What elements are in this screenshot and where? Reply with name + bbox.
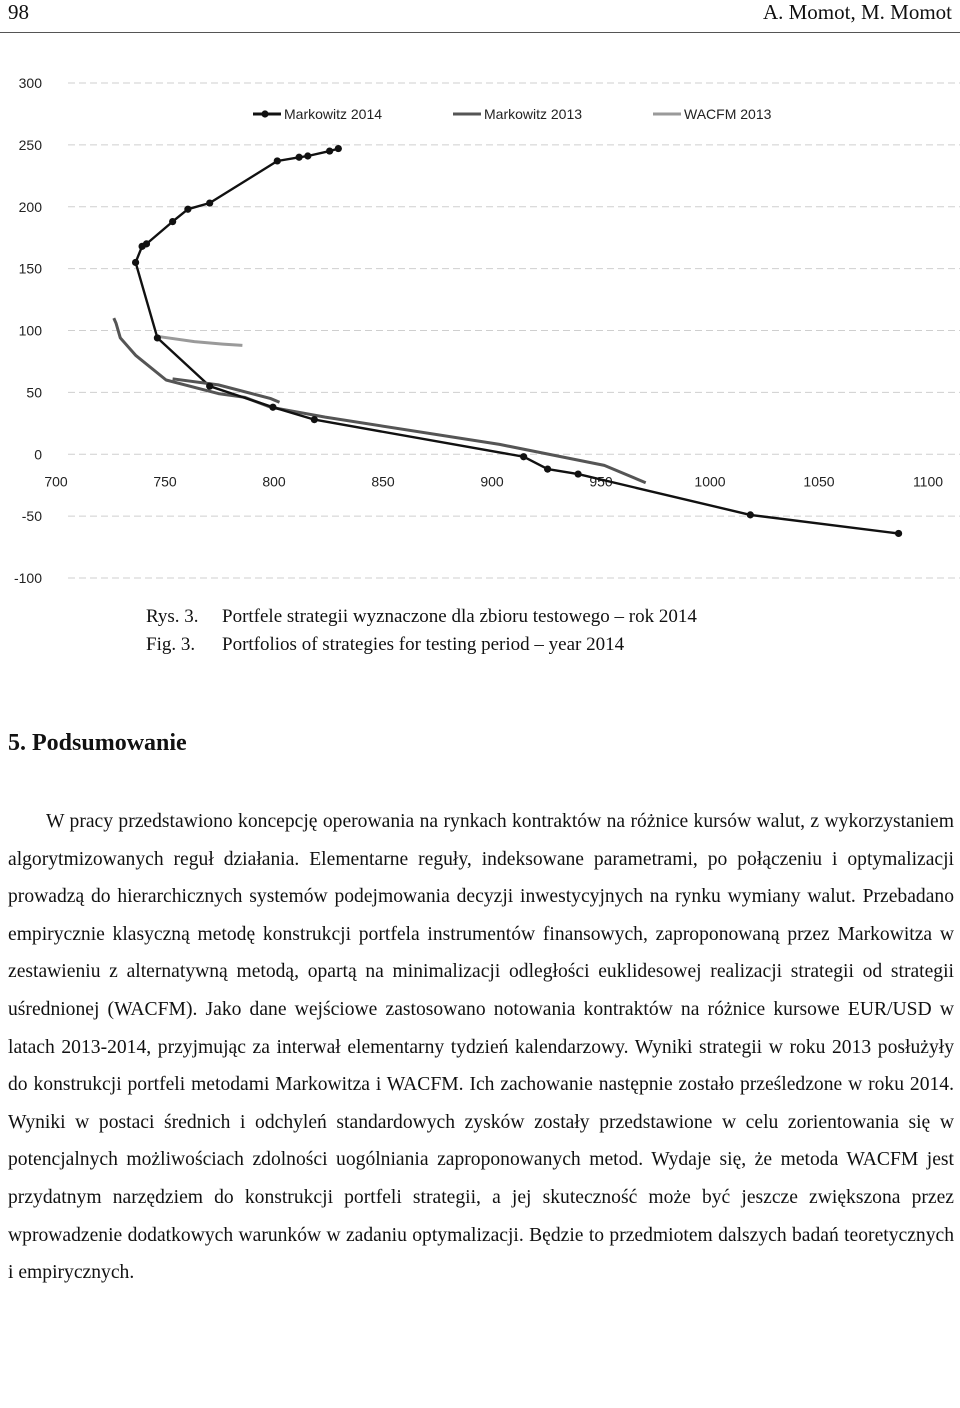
point-markowitz-2014-3 (295, 154, 302, 161)
y-tick-250: 250 (18, 136, 42, 153)
y-tick-200: 200 (18, 198, 42, 215)
point-markowitz-2014-13 (269, 404, 276, 411)
chart-legend (253, 106, 772, 122)
portfolio-chart (0, 56, 960, 596)
point-markowitz-2014-19 (895, 530, 902, 537)
legend-marker-markowitz-2014 (261, 110, 268, 117)
series-line-wacfm-2013 (160, 337, 243, 346)
x-tick-750: 750 (153, 473, 177, 490)
y-tick-50: 50 (26, 384, 42, 401)
point-markowitz-2014-10 (132, 259, 139, 266)
caption-text-pl: Portfele strategii wyznaczone dla zbioru testowego – rok 2014 (222, 606, 697, 627)
point-markowitz-2014-16 (544, 466, 551, 473)
x-tick-1100: 1100 (912, 473, 944, 490)
x-tick-900: 900 (480, 473, 504, 490)
caption-label-en: Fig. 3. (146, 634, 196, 655)
x-tick-950: 950 (589, 473, 613, 490)
point-markowitz-2014-11 (154, 334, 161, 341)
series-lines (114, 149, 899, 534)
y-tick-labels (14, 75, 42, 586)
point-markowitz-2014-4 (274, 157, 281, 164)
legend-label-wacfm-2013: WACFM 2013 (684, 106, 772, 122)
point-markowitz-2014-9 (139, 243, 146, 250)
x-tick-700: 700 (44, 473, 68, 490)
caption-text-en: Portfolios of strategies for testing period – year 2014 (222, 634, 625, 655)
point-markowitz-2014-14 (311, 416, 318, 423)
legend-label-markowitz-2013: Markowitz 2013 (484, 106, 583, 122)
point-markowitz-2014-7 (169, 218, 176, 225)
point-markowitz-2014-15 (520, 453, 527, 460)
x-tick-labels (44, 473, 943, 489)
header-rule (0, 32, 960, 33)
figure-caption-pl (146, 606, 697, 628)
legend-label-markowitz-2014: Markowitz 2014 (284, 106, 383, 122)
running-head-authors: A. Momot, M. Momot (762, 0, 952, 24)
x-tick-800: 800 (262, 473, 286, 490)
caption-label-pl: Rys. 3. (146, 606, 199, 627)
point-markowitz-2014-0 (335, 145, 342, 152)
chart-grid (68, 83, 960, 578)
y-tick-300: 300 (18, 75, 42, 91)
series-markers (132, 145, 902, 537)
x-tick-850: 850 (371, 473, 395, 490)
y-tick-0: 0 (34, 446, 42, 463)
point-markowitz-2014-17 (575, 470, 582, 477)
point-markowitz-2014-18 (747, 511, 754, 518)
x-tick-1050: 1050 (803, 473, 835, 490)
point-markowitz-2014-12 (206, 383, 213, 390)
point-markowitz-2014-5 (206, 199, 213, 206)
y-tick-150: 150 (18, 260, 42, 277)
point-markowitz-2014-2 (304, 152, 311, 159)
point-markowitz-2014-6 (184, 206, 191, 213)
y-tick--100: -100 (13, 570, 42, 586)
y-tick--50: -50 (21, 508, 42, 525)
summary-paragraph: W pracy przedstawiono koncepcję operowania na rynkach kontraktów na różnice kursów walut, z wykorzystaniem algorytmizowanych reguł działania. Elementarne reguły, indeksowane parametrami, po połączeniu i optymalizacji prowadzą do hierarchicznych systemów podejmowania decyzji inwestycyjnych na rynku wymiany walut. Przebadano empirycznie klasyczną metodę konstrukcji portfela instrumentów finansowych, zaproponowaną przez Markowitza w zestawieniu z alternatywną metodą, opartą na minimalizacji odległości euklidesowej realizacji strategii od strategii uśrednionej (WACFM). Jako dane wejściowe zastosowano notowania kontraktów na różnice kursowe EUR/USD w latach 2013-2014, przyjmując za interwał elementarny tydzień kalendarzowy. Wyniki strategii w roku 2013 posłużyły do konstrukcji portfeli metodami Markowitza i WACFM. Ich zachowanie następnie zostało prześledzone w roku 2014. Wyniki w postaci średnich i odchyleń standardowych zysków zostały przedstawione w celu zorientowania się w potencjalnych możliwościach zdolności uogólniania zaproponowanych metod. Wydaje się, że metoda WACFM jest przydatnym narzędziem do konstrukcji portfeli strategii, a jej skuteczność może być jeszcze zwiększona przez wprowadzenie dodatkowych warunków w zadaniu optymalizacji. Będzie to przedmiotem dalszych badań teoretycznych i empirycznych. (8, 811, 954, 1284)
page-header (8, 0, 952, 28)
point-markowitz-2014-1 (326, 147, 333, 154)
section-heading: 5. Podsumowanie (8, 730, 187, 756)
figure-caption-en (146, 634, 624, 656)
x-tick-1000: 1000 (694, 473, 726, 490)
y-tick-100: 100 (18, 322, 42, 339)
page-number: 98 (8, 0, 29, 24)
